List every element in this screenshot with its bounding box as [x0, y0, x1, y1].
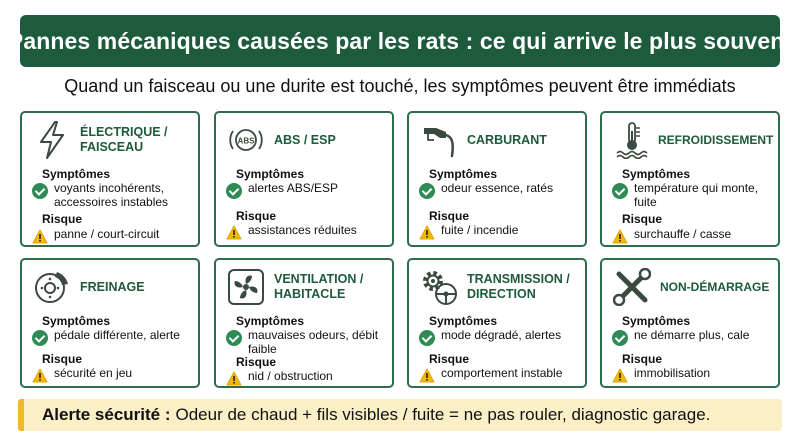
card-carburant [407, 111, 587, 247]
symptoms-label: Symptômes [42, 314, 111, 328]
risk-text: nid / obstruction [248, 369, 333, 383]
risk-text: comportement instable [441, 366, 563, 380]
card-title: REFROIDISSEMENT [658, 132, 774, 147]
card-title: NON-DÉMARRAGE [660, 279, 770, 294]
check-icon [419, 183, 435, 199]
check-icon [419, 330, 435, 346]
risk-label: Risque [42, 212, 83, 226]
risk-label: Risque [429, 209, 470, 223]
check-icon [612, 330, 628, 346]
card-title: VENTILATION / HABITACLE [274, 272, 364, 301]
check-icon [32, 183, 48, 199]
symptoms-text: température qui monte, fuite [634, 181, 759, 209]
symptoms-label: Symptômes [429, 167, 498, 181]
card-ventilation [214, 258, 394, 388]
symptoms-text: pédale différente, alerte [54, 328, 180, 342]
card-title: FREINAGE [80, 279, 145, 294]
symptoms-text: voyants incohérents, accessoires instables [54, 181, 169, 209]
risk-label: Risque [622, 352, 663, 366]
risk-label: Risque [236, 355, 277, 369]
safety-alert-bar [18, 399, 782, 431]
risk-text: surchauffe / casse [634, 227, 732, 241]
check-icon [226, 330, 242, 346]
card-title: ÉLECTRIQUE / FAISCEAU [80, 125, 168, 154]
symptoms-label: Symptômes [622, 314, 691, 328]
warning-icon [419, 368, 435, 384]
card-title: CARBURANT [467, 132, 547, 147]
card-transmission [407, 258, 587, 388]
warning-icon [32, 229, 48, 245]
risk-label: Risque [429, 352, 470, 366]
card-abs-esp [214, 111, 394, 247]
warning-icon [226, 371, 242, 387]
check-icon [32, 330, 48, 346]
warning-icon [419, 225, 435, 241]
symptoms-label: Symptômes [622, 167, 691, 181]
gear-steering-icon [419, 267, 459, 307]
check-icon [612, 183, 628, 199]
warning-icon [32, 368, 48, 384]
symptoms-text: mauvaises odeurs, débit faible [248, 328, 379, 356]
warning-icon [226, 225, 242, 241]
crossed-tools-icon [612, 267, 652, 307]
abs-icon-text: ABS [237, 136, 255, 146]
card-freinage [20, 258, 200, 388]
lightning-icon [32, 120, 72, 160]
risk-label: Risque [622, 212, 663, 226]
abs-icon [226, 120, 266, 160]
card-title: ABS / ESP [274, 132, 336, 147]
symptoms-label: Symptômes [236, 167, 305, 181]
symptoms-label: Symptômes [42, 167, 111, 181]
risk-label: Risque [42, 352, 83, 366]
warning-icon [612, 368, 628, 384]
warning-icon [612, 229, 628, 245]
symptoms-label: Symptômes [429, 314, 498, 328]
fan-icon [226, 267, 266, 307]
title-banner [7, 15, 793, 67]
thermometer-icon [612, 120, 652, 160]
card-title: TRANSMISSION / DIRECTION [467, 272, 570, 301]
risk-text: panne / court-circuit [54, 227, 160, 241]
symptoms-text: alertes ABS/ESP [248, 181, 339, 195]
risk-label: Risque [236, 209, 277, 223]
page-subtitle: Quand un faisceau ou une durite est touché, les symptômes peuvent être immédiats [64, 76, 736, 96]
risk-text: sécurité en jeu [54, 366, 133, 380]
page-title: Pannes mécaniques causées par les rats : ce qui arrive le plus souvent [7, 27, 793, 54]
fuel-nozzle-icon [419, 120, 459, 160]
risk-text: assistances réduites [248, 223, 357, 237]
symptoms-text: ne démarre plus, cale [634, 328, 750, 342]
check-icon [226, 183, 242, 199]
alert-text: Odeur de chaud + fils visibles / fuite = ne pas rouler, diagnostic garage. [175, 405, 711, 424]
symptoms-text: odeur essence, ratés [441, 181, 554, 195]
brake-disc-icon [32, 267, 72, 307]
card-electrique [20, 111, 200, 247]
alert-label: Alerte sécurité : [42, 405, 171, 424]
risk-text: immobilisation [634, 366, 711, 380]
symptoms-text: mode dégradé, alertes [441, 328, 562, 342]
risk-text: fuite / incendie [441, 223, 519, 237]
card-non-demarrage [600, 258, 780, 388]
card-refroidissement [600, 111, 780, 247]
symptoms-label: Symptômes [236, 314, 305, 328]
